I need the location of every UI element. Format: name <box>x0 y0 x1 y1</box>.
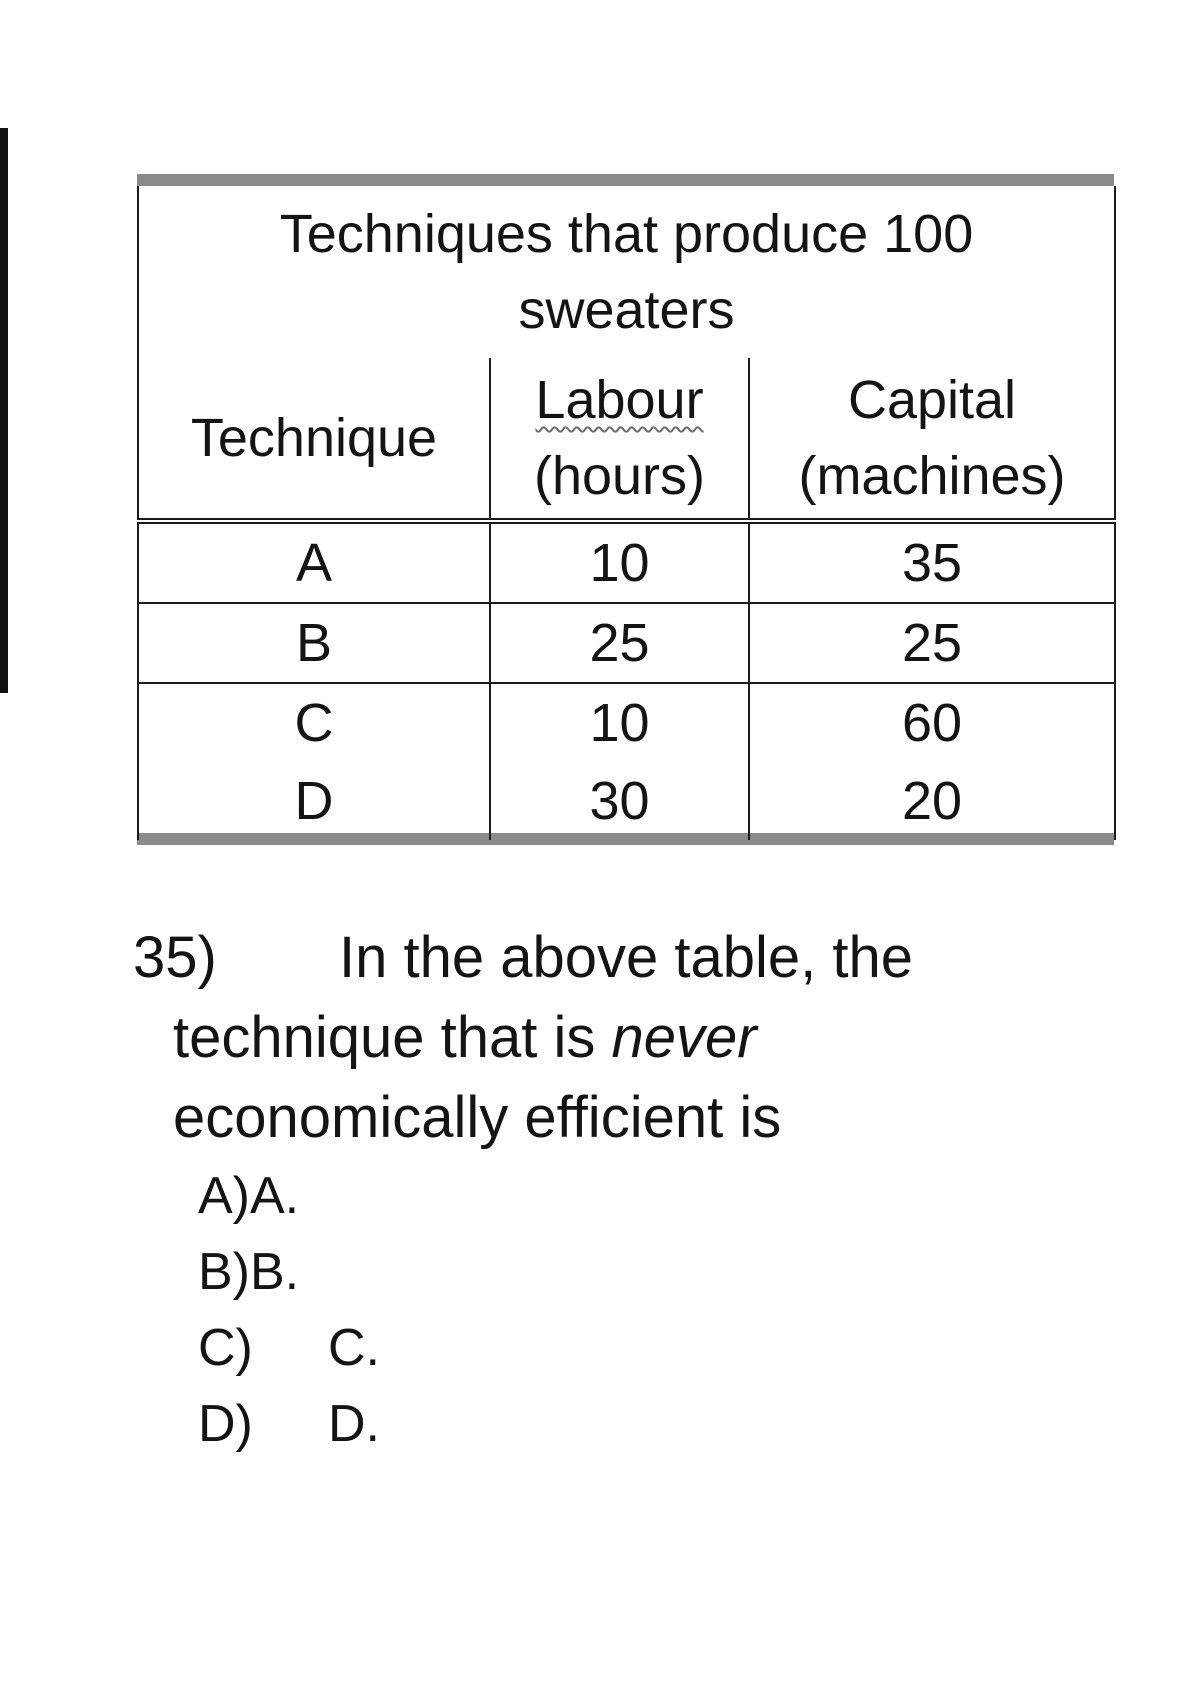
table-header-row <box>138 358 1115 521</box>
choice-letter: D) <box>198 1395 253 1453</box>
header-labour-label: Labour <box>535 370 704 430</box>
choice-b[interactable] <box>198 1234 380 1310</box>
header-labour <box>490 358 749 521</box>
choice-text: C. <box>328 1319 380 1377</box>
cell-capital: 25 <box>749 603 1115 683</box>
cell-capital: 20 <box>749 762 1115 840</box>
table-row <box>138 683 1115 762</box>
question-emphasis: never <box>611 1005 757 1070</box>
table-row <box>138 603 1115 683</box>
cell-labour: 30 <box>490 762 749 840</box>
cell-labour: 10 <box>490 521 749 603</box>
left-edge-bar <box>0 128 8 693</box>
choice-letter: C) <box>198 1319 253 1377</box>
choice-letter: A) <box>198 1167 250 1225</box>
question-text-2: technique that is <box>173 1005 612 1070</box>
choice-d[interactable] <box>198 1386 380 1462</box>
header-labour-unit: (hours) <box>533 446 706 506</box>
choice-text: A. <box>250 1167 300 1225</box>
cell-technique: C <box>138 683 490 762</box>
choice-text: D. <box>328 1395 380 1453</box>
table-row <box>138 762 1115 840</box>
cell-capital: 60 <box>749 683 1115 762</box>
header-capital-label: Capital <box>847 370 1017 430</box>
choice-a[interactable] <box>198 1158 380 1234</box>
question-number: 35) <box>133 925 217 990</box>
choice-c[interactable] <box>198 1310 380 1386</box>
cell-labour: 25 <box>490 603 749 683</box>
table-title: Techniques that produce 100 sweaters <box>279 204 974 340</box>
question-line-1 <box>133 918 1033 998</box>
cell-technique: A <box>138 521 490 603</box>
cell-technique: D <box>138 762 490 840</box>
table-title-row <box>138 186 1115 358</box>
header-capital-unit: (machines) <box>798 446 1066 506</box>
techniques-table <box>137 186 1116 840</box>
question-line-2 <box>133 998 1033 1078</box>
table-row <box>138 521 1115 603</box>
cell-capital: 35 <box>749 521 1115 603</box>
choice-text: B. <box>250 1243 300 1301</box>
cell-technique: B <box>138 603 490 683</box>
header-technique <box>138 358 490 521</box>
question-text-1: In the above table, the <box>339 925 913 990</box>
header-technique-label: Technique <box>190 408 438 468</box>
techniques-table-frame <box>137 174 1114 845</box>
question-line-3: economically efficient is <box>173 1085 782 1150</box>
question-block <box>133 918 1033 1158</box>
choice-letter: B) <box>198 1243 250 1301</box>
header-capital <box>749 358 1115 521</box>
cell-labour: 10 <box>490 683 749 762</box>
table-title-cell <box>138 186 1115 358</box>
answer-choices <box>198 1158 380 1462</box>
